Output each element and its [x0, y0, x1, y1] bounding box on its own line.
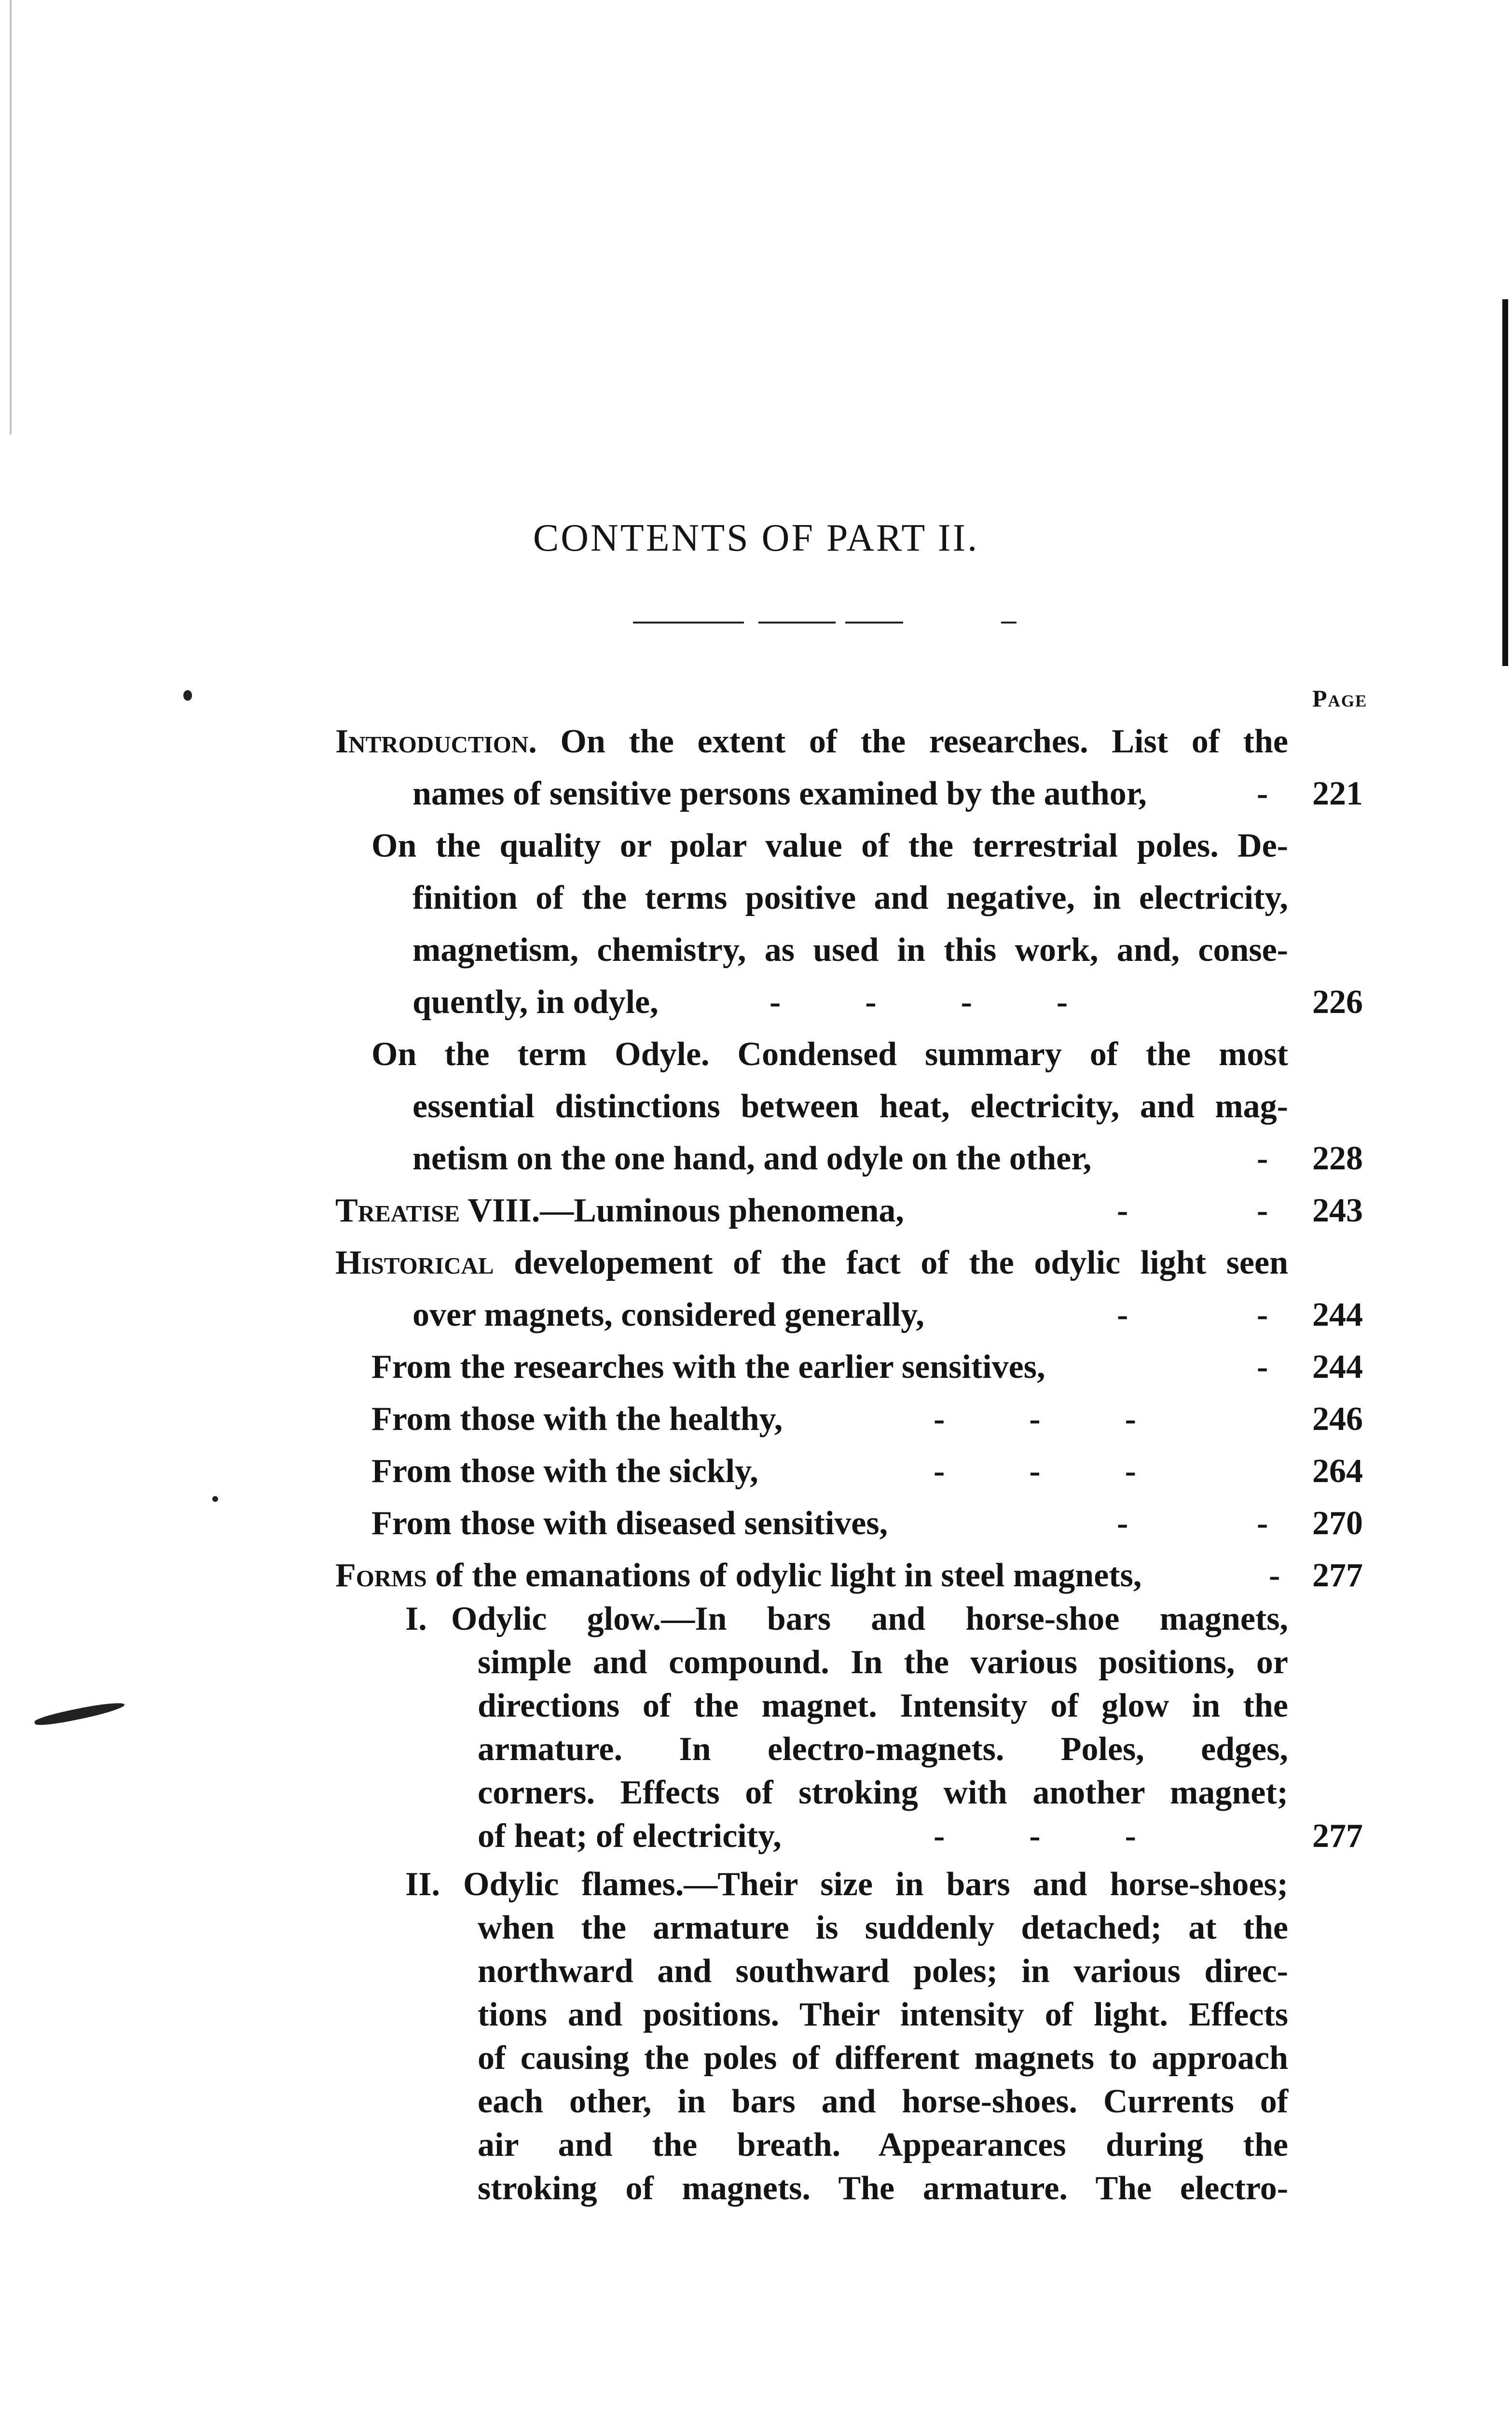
toc-entry-glow: Odylic glow.—In bars and horse-shoe magnets,	[451, 1600, 1288, 1637]
page-number: 277	[1312, 1817, 1363, 1855]
entry-text: developement of the fact of the odylic light seen	[514, 1244, 1289, 1281]
section-number: II.	[405, 1866, 440, 1903]
entry-lead: Historical	[335, 1244, 494, 1281]
entry-text: of causing the poles of different magnets to approach	[478, 2039, 1288, 2077]
scan-mark	[34, 1699, 125, 1728]
scan-speck	[183, 690, 192, 701]
leader-dashes: - - - -	[770, 984, 1068, 1021]
toc-entry-healthy: From those with the healthy,	[371, 1401, 783, 1438]
page-number: 270	[1312, 1505, 1363, 1542]
page-number: 277	[1312, 1557, 1363, 1594]
leader-dash: -	[1257, 775, 1268, 812]
toc-entry-earlier: From the researches with the earlier sensitives,	[371, 1348, 1045, 1386]
entry-text: corners. Effects of stroking with another magnet;	[478, 1774, 1288, 1811]
entry-text: On the extent of the researches. List of the	[560, 723, 1288, 760]
entry-text: of heat; of electricity,	[478, 1817, 782, 1855]
page-number: 243	[1312, 1192, 1363, 1229]
leader-dash: -	[1117, 1505, 1128, 1542]
entry-lead: Introduction.	[335, 723, 537, 760]
scan-edge-left	[10, 0, 12, 434]
leader-dashes: - - -	[934, 1401, 1136, 1438]
page-number: 221	[1312, 775, 1363, 812]
page-number: 244	[1312, 1348, 1363, 1386]
toc-entry-quality: On the quality or polar value of the terrestrial poles. De-	[371, 827, 1288, 864]
entry-text: netism on the one hand, and odyle on the other,	[412, 1140, 1092, 1177]
leader-dash: -	[1257, 1192, 1268, 1229]
entry-text: when the armature is suddenly detached; at the	[478, 1909, 1288, 1946]
entry-text: simple and compound. In the various positions, or	[478, 1644, 1288, 1681]
page-number: 246	[1312, 1401, 1363, 1438]
page-number: 264	[1312, 1453, 1363, 1490]
leader-dash: -	[1117, 1296, 1128, 1333]
leader-dashes: - - -	[934, 1453, 1136, 1490]
scan-edge-right	[1502, 299, 1508, 666]
entry-text: names of sensitive persons examined by the author,	[412, 775, 1147, 812]
entry-text: each other, in bars and horse-shoes. Currents of	[478, 2083, 1288, 2120]
leader-dash: -	[1269, 1557, 1280, 1594]
entry-text: armature. In electro-magnets. Poles, edges,	[478, 1731, 1288, 1768]
section-number: I.	[405, 1600, 427, 1637]
title-rule	[758, 622, 836, 624]
toc-entry-odyle: On the term Odyle. Condensed summary of the most	[371, 1036, 1288, 1073]
entry-text: stroking of magnets. The armature. The electro-	[478, 2170, 1288, 2207]
page-title: CONTENTS OF PART II.	[533, 517, 979, 559]
entry-text: tions and positions. Their intensity of light. Effects	[478, 1996, 1288, 2033]
leader-dash: -	[1257, 1348, 1268, 1386]
entry-text: of the emanations of odylic light in steel magnets,	[435, 1557, 1142, 1594]
toc-entry-flames: Odylic flames.—Their size in bars and horse-shoes;	[463, 1866, 1288, 1903]
entry-text: directions of the magnet. Intensity of glow in the	[478, 1687, 1288, 1724]
title-rule	[845, 622, 903, 624]
leader-dash: -	[1257, 1296, 1268, 1333]
page-column-header: Page	[1312, 685, 1368, 712]
entry-text: over magnets, considered generally,	[412, 1296, 924, 1333]
scan-speck	[212, 1496, 218, 1502]
page-number: 228	[1312, 1140, 1363, 1177]
entry-text: finition of the terms positive and negative, in electricity,	[412, 879, 1288, 916]
toc-entry-diseased: From those with diseased sensitives,	[371, 1505, 888, 1542]
toc-entry-historical	[335, 1237, 1288, 1289]
toc-entry-introduction	[335, 716, 1288, 768]
entry-text: magnetism, chemistry, as used in this work, and, conse-	[412, 931, 1288, 969]
leader-dash: -	[1257, 1140, 1268, 1177]
leader-dashes: - - -	[934, 1817, 1136, 1855]
entry-text: VIII.—Luminous phenomena,	[467, 1192, 904, 1229]
leader-dash: -	[1117, 1192, 1128, 1229]
entry-text: air and the breath. Appearances during the	[478, 2126, 1288, 2163]
title-rule	[633, 622, 744, 624]
entry-text: essential distinctions between heat, electricity, and mag-	[412, 1088, 1288, 1125]
entry-text: quently, in odyle,	[412, 984, 659, 1021]
toc-entry-sickly: From those with the sickly,	[371, 1453, 758, 1490]
page-number: 244	[1312, 1296, 1363, 1333]
entry-lead: Treatise	[335, 1192, 460, 1229]
entry-lead: Forms	[335, 1557, 427, 1594]
toc-entry-treatise	[335, 1185, 904, 1237]
leader-dash: -	[1257, 1505, 1268, 1542]
entry-text: northward and southward poles; in various direc-	[478, 1953, 1288, 1990]
page-number: 226	[1312, 984, 1363, 1021]
title-rule	[1001, 622, 1017, 624]
